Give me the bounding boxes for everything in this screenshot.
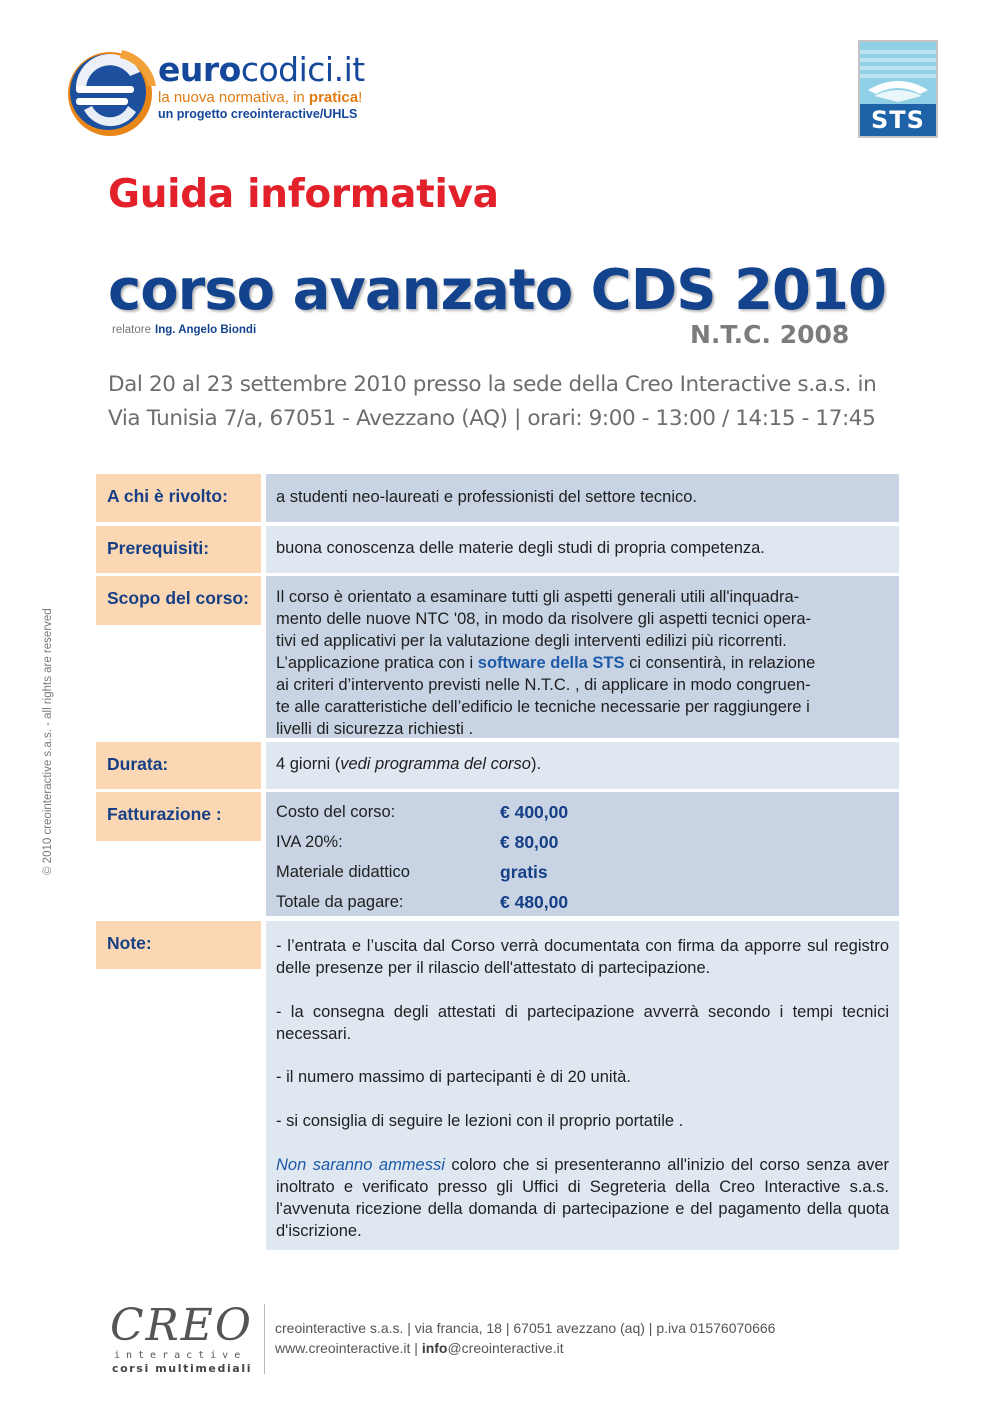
- creo-logo-word: CREO: [110, 1300, 253, 1351]
- footer-email-user[interactable]: info: [421, 1340, 448, 1356]
- billing-item-amount: € 480,00: [500, 892, 569, 912]
- duration-pre: 4 giorni (: [276, 755, 341, 773]
- billing-item-label: Costo del corso:: [276, 803, 396, 821]
- value-duration: [266, 742, 899, 789]
- billing-item-amount: € 80,00: [500, 832, 559, 852]
- side-copyright: © 2010 creointeractive s.a.s. - all rights are reserved: [42, 608, 54, 875]
- brand-light: codici.it: [240, 50, 365, 89]
- eurocodici-wordmark: [158, 50, 365, 122]
- footer-separator: |: [410, 1340, 422, 1356]
- sts-logo-text: STS: [871, 106, 925, 134]
- scope-line: mento delle nuove NTC '08, in modo da risolvere gli aspetti tecnici opera-: [276, 610, 812, 628]
- footer-address: creointeractive s.a.s. | via francia, 18 | 67051 avezzano (aq) | p.iva 01576070666: [275, 1320, 776, 1336]
- scope-line: ai criteri d’intervento previsti nelle N.T.C. , di applicare in modo congruen-: [276, 676, 811, 694]
- course-dates: [108, 368, 876, 436]
- scope-line: [276, 652, 889, 674]
- scope-line: livelli di sicurezza richiesti .: [276, 720, 474, 738]
- scope-line-post: ci consentirà, in relazione: [624, 654, 816, 672]
- billing-item-label: IVA 20%:: [276, 833, 343, 851]
- target-text: a studenti neo-laureati e professionisti del settore tecnico.: [276, 488, 697, 506]
- label-duration: Durata:: [96, 742, 261, 789]
- scope-line: tivi ed applicativi per la valutazione degli interventi edilizi più ricorrenti.: [276, 632, 787, 650]
- footer-contacts: [275, 1340, 564, 1356]
- billing-item-label: Materiale didattico: [276, 863, 410, 881]
- eurocodici-emblem-icon: [62, 42, 158, 138]
- speaker-label: relatore: [112, 324, 151, 336]
- footer-email-domain[interactable]: @creointeractive.it: [447, 1340, 564, 1356]
- label-notes: Note:: [96, 921, 261, 969]
- note-item: - si consiglia di seguire le lezioni con il proprio portatile .: [276, 1112, 684, 1130]
- label-billing: Fatturazione :: [96, 792, 261, 841]
- label-prereq: Prerequisiti:: [96, 526, 261, 573]
- duration-post: ).: [530, 755, 542, 773]
- dates-line-2: Via Tunisia 7/a, 67051 - Avezzano (AQ) | orari: 9:00 - 13:00 / 14:15 - 17:45: [108, 406, 876, 431]
- sts-software-highlight: software della STS: [477, 654, 625, 672]
- footer-divider: [264, 1304, 265, 1374]
- value-prereq: [266, 526, 899, 573]
- note-item: - il numero massimo di partecipanti è di 20 unità.: [276, 1068, 631, 1086]
- value-scope: [266, 576, 899, 738]
- creo-logo-sub1: interactive: [114, 1350, 247, 1361]
- footer-website-link[interactable]: www.creointeractive.it: [275, 1340, 411, 1356]
- note-item: [276, 1154, 889, 1242]
- billing-item-label: Totale da pagare:: [276, 893, 404, 911]
- tagline-post: !: [358, 89, 363, 106]
- duration-italic: vedi programma del corso: [340, 755, 531, 773]
- speaker-name: Ing. Angelo Biondi: [155, 324, 257, 336]
- not-admitted-highlight: Non saranno ammessi: [276, 1156, 445, 1174]
- prereq-text: buona conoscenza delle materie degli studi di propria competenza.: [276, 539, 765, 557]
- tagline-bold: pratica: [308, 89, 359, 106]
- course-title: corso avanzato CDS 2010: [108, 258, 886, 323]
- note-item: - la consegna degli attestati di partecipazione avverrà secondo i tempi tecnici necessari.: [276, 1003, 889, 1043]
- scope-line: te alle caratteristiche dell’edificio le tecniche necessarie per raggiungere i: [276, 698, 810, 716]
- speaker: [112, 324, 256, 336]
- label-target: A chi è rivolto:: [96, 474, 261, 522]
- billing-item-amount: € 400,00: [500, 802, 569, 822]
- eurocodici-logo: [62, 42, 382, 152]
- guide-title: Guida informativa: [108, 172, 499, 217]
- value-billing: [266, 792, 899, 916]
- creo-logo: [108, 1300, 264, 1380]
- value-target: [266, 474, 899, 522]
- note-rest: coloro che si presenteranno all'inizio del corso senza aver inoltrato e verificato presso gli Uffici di Segreteria della Creo Interactive s.a.s. l'avvenuta ricezione della domanda di partecipazione e del pagamento della quota d'iscrizione.: [276, 1156, 889, 1240]
- billing-item-amount: gratis: [500, 862, 548, 882]
- brand-strong: euro: [158, 50, 241, 89]
- label-scope: Scopo del corso:: [96, 576, 261, 625]
- standard-label: N.T.C. 2008: [690, 320, 850, 349]
- brand-name: [158, 50, 365, 90]
- dates-line-1: Dal 20 al 23 settembre 2010 presso la sede della Creo Interactive s.a.s. in: [108, 372, 877, 397]
- value-notes: [266, 921, 899, 1250]
- duration-text: [276, 755, 889, 774]
- note-item: - l’entrata e l’uscita dal Corso verrà documentata con firma da apporre sul registro delle presenze per il rilascio dell'attestato di partecipazione.: [276, 937, 889, 977]
- creo-logo-sub2: corsi multimediali: [112, 1362, 253, 1375]
- scope-line: Il corso è orientato a esaminare tutti gli aspetti generali utili all'inquadra-: [276, 588, 800, 606]
- project-subline: un progetto creointeractive/UHLS: [158, 107, 358, 121]
- scope-paragraph: [276, 586, 889, 740]
- tagline: [158, 90, 365, 106]
- sts-logo: [858, 40, 938, 138]
- tagline-pre: la nuova normativa, in: [158, 89, 309, 106]
- scope-line-pre: L’applicazione pratica con i: [276, 654, 478, 672]
